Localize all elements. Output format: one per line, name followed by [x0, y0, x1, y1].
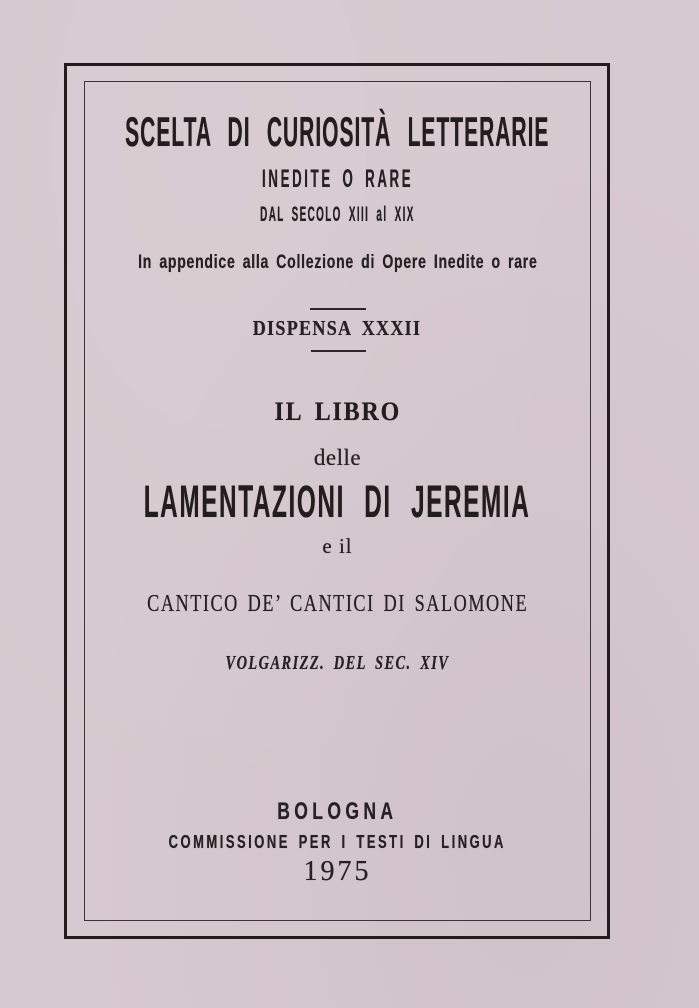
- series-issue-number: [84, 318, 591, 339]
- series-issue-number-text: DISPENSA XXXII: [253, 316, 422, 340]
- work-pretitle: [84, 399, 591, 425]
- work-connector-e-il: [84, 536, 591, 557]
- series-subtitle: [84, 167, 591, 192]
- imprint-city: [84, 800, 591, 824]
- imprint-publisher: [84, 833, 591, 851]
- work-connector-e-il-text: e il: [322, 534, 353, 558]
- series-appendix-note-text: In appendice alla Collezione di Opere Inedite o rare: [137, 252, 538, 273]
- divider-below-issue: [311, 350, 366, 352]
- work-secondary-title: [84, 592, 591, 616]
- imprint-city-text: BOLOGNA: [277, 798, 398, 825]
- work-connector-delle: [84, 446, 591, 469]
- series-appendix-note: [84, 253, 591, 272]
- work-pretitle-text: IL LIBRO: [274, 397, 401, 426]
- series-century-range-text: DAL SECOLO XIII al XIX: [260, 203, 415, 226]
- work-secondary-title-text: CANTICO DE’ CANTICI DI SALOMONE: [147, 591, 528, 617]
- series-title: [84, 108, 591, 155]
- divider-above-issue: [310, 308, 366, 310]
- imprint-year-text: 1975: [303, 856, 372, 887]
- work-edition-note: [84, 653, 591, 673]
- imprint-publisher-text: COMMISSIONE PER I TESTI DI LINGUA: [168, 832, 507, 852]
- work-connector-delle-text: delle: [313, 445, 362, 470]
- series-title-text: SCELTA DI CURIOSITÀ LETTERARIE: [125, 108, 550, 155]
- series-century-range: [84, 204, 591, 225]
- series-subtitle-text: INEDITE O RARE: [261, 165, 414, 193]
- work-main-title: [84, 476, 591, 527]
- work-main-title-text: LAMENTAZIONI DI JEREMIA: [144, 476, 531, 527]
- imprint-year: [84, 858, 591, 886]
- title-page-content: [84, 0, 591, 1008]
- work-edition-note-text: VOLGARIZZ. DEL SEC. XIV: [225, 652, 450, 674]
